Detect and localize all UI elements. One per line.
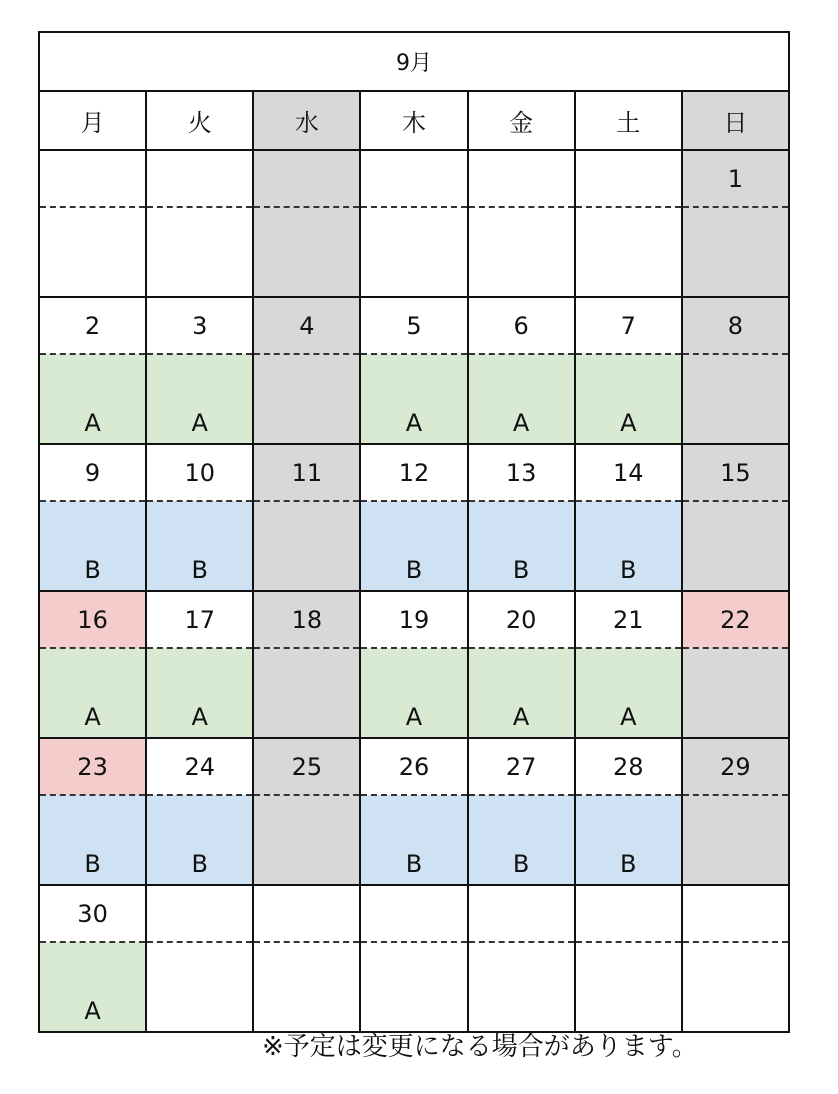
day-number: 14: [575, 444, 682, 501]
weekday-header: 月: [39, 91, 146, 150]
schedule-label: B: [360, 501, 467, 591]
schedule-label: [360, 207, 467, 297]
schedule-label: [146, 942, 253, 1032]
schedule-label: [682, 942, 789, 1032]
day-number: 8: [682, 297, 789, 354]
day-number: 22: [682, 591, 789, 648]
schedule-label: [682, 207, 789, 297]
schedule-label: B: [146, 501, 253, 591]
day-number: 10: [146, 444, 253, 501]
schedule-label: [468, 207, 575, 297]
day-number: 18: [253, 591, 360, 648]
day-number: [146, 150, 253, 207]
day-number: 13: [468, 444, 575, 501]
weekday-header: 火: [146, 91, 253, 150]
day-number: 27: [468, 738, 575, 795]
day-number: 26: [360, 738, 467, 795]
day-number: 20: [468, 591, 575, 648]
schedule-label: [682, 795, 789, 885]
schedule-label: A: [39, 942, 146, 1032]
day-number: [360, 885, 467, 942]
title-row: [39, 32, 789, 91]
schedule-label: [575, 207, 682, 297]
weekday-header-row: [39, 91, 789, 150]
day-number: [360, 150, 467, 207]
schedule-label: A: [360, 648, 467, 738]
weekday-header: 金: [468, 91, 575, 150]
schedule-label: [253, 795, 360, 885]
day-number: [253, 150, 360, 207]
day-number: 24: [146, 738, 253, 795]
date-row: [39, 444, 789, 501]
day-number: 2: [39, 297, 146, 354]
day-number: [253, 885, 360, 942]
schedule-label: [253, 942, 360, 1032]
day-number: [468, 150, 575, 207]
schedule-label: [682, 648, 789, 738]
day-number: 7: [575, 297, 682, 354]
weekday-header: 水: [253, 91, 360, 150]
day-number: 3: [146, 297, 253, 354]
day-number: [39, 150, 146, 207]
calendar-table: [38, 31, 790, 1033]
schedule-label: [39, 207, 146, 297]
schedule-label: [146, 207, 253, 297]
day-number: 9: [39, 444, 146, 501]
day-number: 16: [39, 591, 146, 648]
day-number: [575, 150, 682, 207]
schedule-label: [253, 354, 360, 444]
day-number: 11: [253, 444, 360, 501]
schedule-label: A: [468, 354, 575, 444]
date-row: [39, 885, 789, 942]
day-number: [468, 885, 575, 942]
schedule-label: A: [39, 354, 146, 444]
schedule-label: B: [39, 501, 146, 591]
day-number: 21: [575, 591, 682, 648]
day-number: 28: [575, 738, 682, 795]
schedule-label: A: [575, 354, 682, 444]
day-number: 6: [468, 297, 575, 354]
schedule-row: [39, 501, 789, 591]
schedule-row: [39, 942, 789, 1032]
day-number: 30: [39, 885, 146, 942]
schedule-label: [360, 942, 467, 1032]
weekday-header: 日: [682, 91, 789, 150]
schedule-label: [468, 942, 575, 1032]
day-number: 15: [682, 444, 789, 501]
schedule-label: A: [468, 648, 575, 738]
day-number: [575, 885, 682, 942]
schedule-row: [39, 354, 789, 444]
day-number: [682, 885, 789, 942]
schedule-label: [575, 942, 682, 1032]
schedule-label: A: [146, 648, 253, 738]
month-title: 9月: [39, 32, 789, 91]
calendar-body: [39, 32, 789, 1032]
schedule-row: [39, 648, 789, 738]
schedule-label: B: [360, 795, 467, 885]
day-number: 4: [253, 297, 360, 354]
schedule-label: [682, 501, 789, 591]
schedule-label: [253, 648, 360, 738]
schedule-note: ※予定は変更になる場合があります。: [262, 1032, 698, 1062]
date-row: [39, 150, 789, 207]
schedule-row: [39, 207, 789, 297]
schedule-label: B: [468, 501, 575, 591]
day-number: 25: [253, 738, 360, 795]
schedule-label: A: [146, 354, 253, 444]
day-number: [146, 885, 253, 942]
weekday-header: 土: [575, 91, 682, 150]
day-number: 19: [360, 591, 467, 648]
schedule-label: B: [575, 501, 682, 591]
weekday-header: 木: [360, 91, 467, 150]
schedule-label: B: [39, 795, 146, 885]
schedule-label: B: [575, 795, 682, 885]
day-number: 29: [682, 738, 789, 795]
schedule-label: [253, 207, 360, 297]
schedule-label: [253, 501, 360, 591]
day-number: 5: [360, 297, 467, 354]
schedule-label: B: [468, 795, 575, 885]
schedule-row: [39, 795, 789, 885]
schedule-label: [682, 354, 789, 444]
schedule-label: A: [575, 648, 682, 738]
day-number: 23: [39, 738, 146, 795]
schedule-label: A: [39, 648, 146, 738]
day-number: 17: [146, 591, 253, 648]
schedule-label: B: [146, 795, 253, 885]
date-row: [39, 297, 789, 354]
schedule-label: A: [360, 354, 467, 444]
date-row: [39, 738, 789, 795]
date-row: [39, 591, 789, 648]
day-number: 1: [682, 150, 789, 207]
day-number: 12: [360, 444, 467, 501]
